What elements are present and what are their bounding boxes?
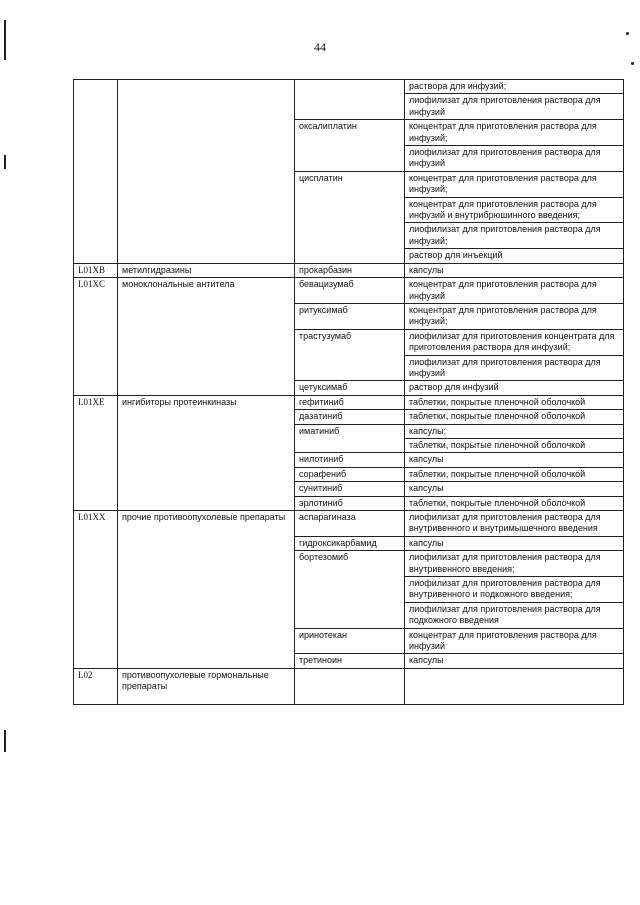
table-body bbox=[74, 80, 624, 705]
scan-mark bbox=[4, 20, 6, 60]
dosage-form-cell: таблетки, покрытые пленочной оболочкой bbox=[405, 438, 624, 452]
dosage-form-cell: лиофилизат для приготовления раствора для внутривенного и внутримышечного введения bbox=[405, 511, 624, 537]
dosage-form-cell: лиофилизат для приготовления раствора для инфузий bbox=[405, 94, 624, 120]
scan-mark bbox=[4, 730, 6, 752]
drug-name-cell: бортезомиб bbox=[295, 551, 405, 628]
drug-name-cell: ритуксимаб bbox=[295, 303, 405, 329]
atc-code-cell: L01XX bbox=[74, 511, 118, 669]
drug-name-cell: иринотекан bbox=[295, 628, 405, 654]
drug-name-cell: гидроксикарбамид bbox=[295, 536, 405, 550]
dosage-form-cell: капсулы bbox=[405, 536, 624, 550]
drug-name-cell: бевацизумаб bbox=[295, 278, 405, 304]
dosage-form-cell: концентрат для приготовления раствора для инфузий bbox=[405, 278, 624, 304]
drug-name-cell: гефитиниб bbox=[295, 395, 405, 409]
drug-name-cell bbox=[295, 668, 405, 704]
drug-name-cell: третиноин bbox=[295, 654, 405, 668]
dosage-form-cell: концентрат для приготовления раствора для инфузий и внутрибрюшинного введения; bbox=[405, 197, 624, 223]
drug-name-cell: аспарагиназа bbox=[295, 511, 405, 537]
drug-name-cell bbox=[295, 80, 405, 120]
scan-mark bbox=[631, 62, 634, 65]
dosage-form-cell: раствор для инъекций bbox=[405, 249, 624, 263]
drug-name-cell: трастузумаб bbox=[295, 329, 405, 381]
dosage-form-cell: концентрат для приготовления раствора для инфузий bbox=[405, 628, 624, 654]
table-row bbox=[74, 395, 624, 409]
drug-name-cell: иматиниб bbox=[295, 424, 405, 453]
drug-name-cell: нилотиниб bbox=[295, 453, 405, 467]
page-number: 44 bbox=[314, 40, 326, 54]
dosage-form-cell: капсулы bbox=[405, 453, 624, 467]
drug-group-cell: метилгидразины bbox=[118, 263, 295, 277]
dosage-form-cell bbox=[405, 668, 624, 704]
drug-name-cell: оксалиплатин bbox=[295, 120, 405, 172]
dosage-form-cell: капсулы bbox=[405, 482, 624, 496]
table-row bbox=[74, 511, 624, 537]
drug-name-cell: дазатиниб bbox=[295, 410, 405, 424]
dosage-form-cell: лиофилизат для приготовления концентрата для приготовления раствора для инфузий; bbox=[405, 329, 624, 355]
dosage-form-cell: раствор для инфузий bbox=[405, 381, 624, 395]
drug-name-cell: сунитиниб bbox=[295, 482, 405, 496]
dosage-form-cell: лиофилизат для приготовления раствора для инфузий bbox=[405, 146, 624, 172]
dosage-form-cell: концентрат для приготовления раствора для инфузий; bbox=[405, 303, 624, 329]
drug-classification-table bbox=[73, 79, 624, 705]
drug-group-cell: ингибиторы протеинкиназы bbox=[118, 395, 295, 510]
atc-code-cell: L01XC bbox=[74, 278, 118, 396]
dosage-form-cell: лиофилизат для приготовления раствора для внутривенного и подкожного введения; bbox=[405, 577, 624, 603]
dosage-form-cell: таблетки, покрытые пленочной оболочкой bbox=[405, 467, 624, 481]
dosage-form-cell: концентрат для приготовления раствора для инфузий; bbox=[405, 171, 624, 197]
drug-group-cell bbox=[118, 80, 295, 264]
dosage-form-cell: таблетки, покрытые пленочной оболочкой bbox=[405, 496, 624, 510]
atc-code-cell: L01XB bbox=[74, 263, 118, 277]
scan-mark bbox=[4, 155, 6, 169]
table-row bbox=[74, 80, 624, 94]
dosage-form-cell: капсулы bbox=[405, 263, 624, 277]
dosage-form-cell: лиофилизат для приготовления раствора для инфузий; bbox=[405, 223, 624, 249]
drug-group-cell: прочие противоопухолевые препараты bbox=[118, 511, 295, 669]
drug-group-cell: моноклональные антитела bbox=[118, 278, 295, 396]
scan-mark bbox=[626, 32, 629, 35]
dosage-form-cell: концентрат для приготовления раствора для инфузий; bbox=[405, 120, 624, 146]
table-row bbox=[74, 263, 624, 277]
drug-name-cell: цисплатин bbox=[295, 171, 405, 263]
dosage-form-cell: таблетки, покрытые пленочной оболочкой bbox=[405, 410, 624, 424]
table-row bbox=[74, 668, 624, 704]
atc-code-cell: L02 bbox=[74, 668, 118, 704]
drug-name-cell: эрлотиниб bbox=[295, 496, 405, 510]
dosage-form-cell: лиофилизат для приготовления раствора для внутривенного введения; bbox=[405, 551, 624, 577]
drug-name-cell: прокарбазин bbox=[295, 263, 405, 277]
atc-code-cell bbox=[74, 80, 118, 264]
drug-name-cell: сорафениб bbox=[295, 467, 405, 481]
dosage-form-cell: таблетки, покрытые пленочной оболочкой bbox=[405, 395, 624, 409]
dosage-form-cell: лиофилизат для приготовления раствора для инфузий bbox=[405, 355, 624, 381]
dosage-form-cell: капсулы bbox=[405, 654, 624, 668]
dosage-form-cell: лиофилизат для приготовления раствора для подкожного введения bbox=[405, 602, 624, 628]
dosage-form-cell: капсулы; bbox=[405, 424, 624, 438]
dosage-form-cell: раствора для инфузий; bbox=[405, 80, 624, 94]
atc-code-cell: L01XE bbox=[74, 395, 118, 510]
table-row bbox=[74, 278, 624, 304]
drug-name-cell: цетуксимаб bbox=[295, 381, 405, 395]
drug-group-cell: противоопухолевые гормональные препараты bbox=[118, 668, 295, 704]
